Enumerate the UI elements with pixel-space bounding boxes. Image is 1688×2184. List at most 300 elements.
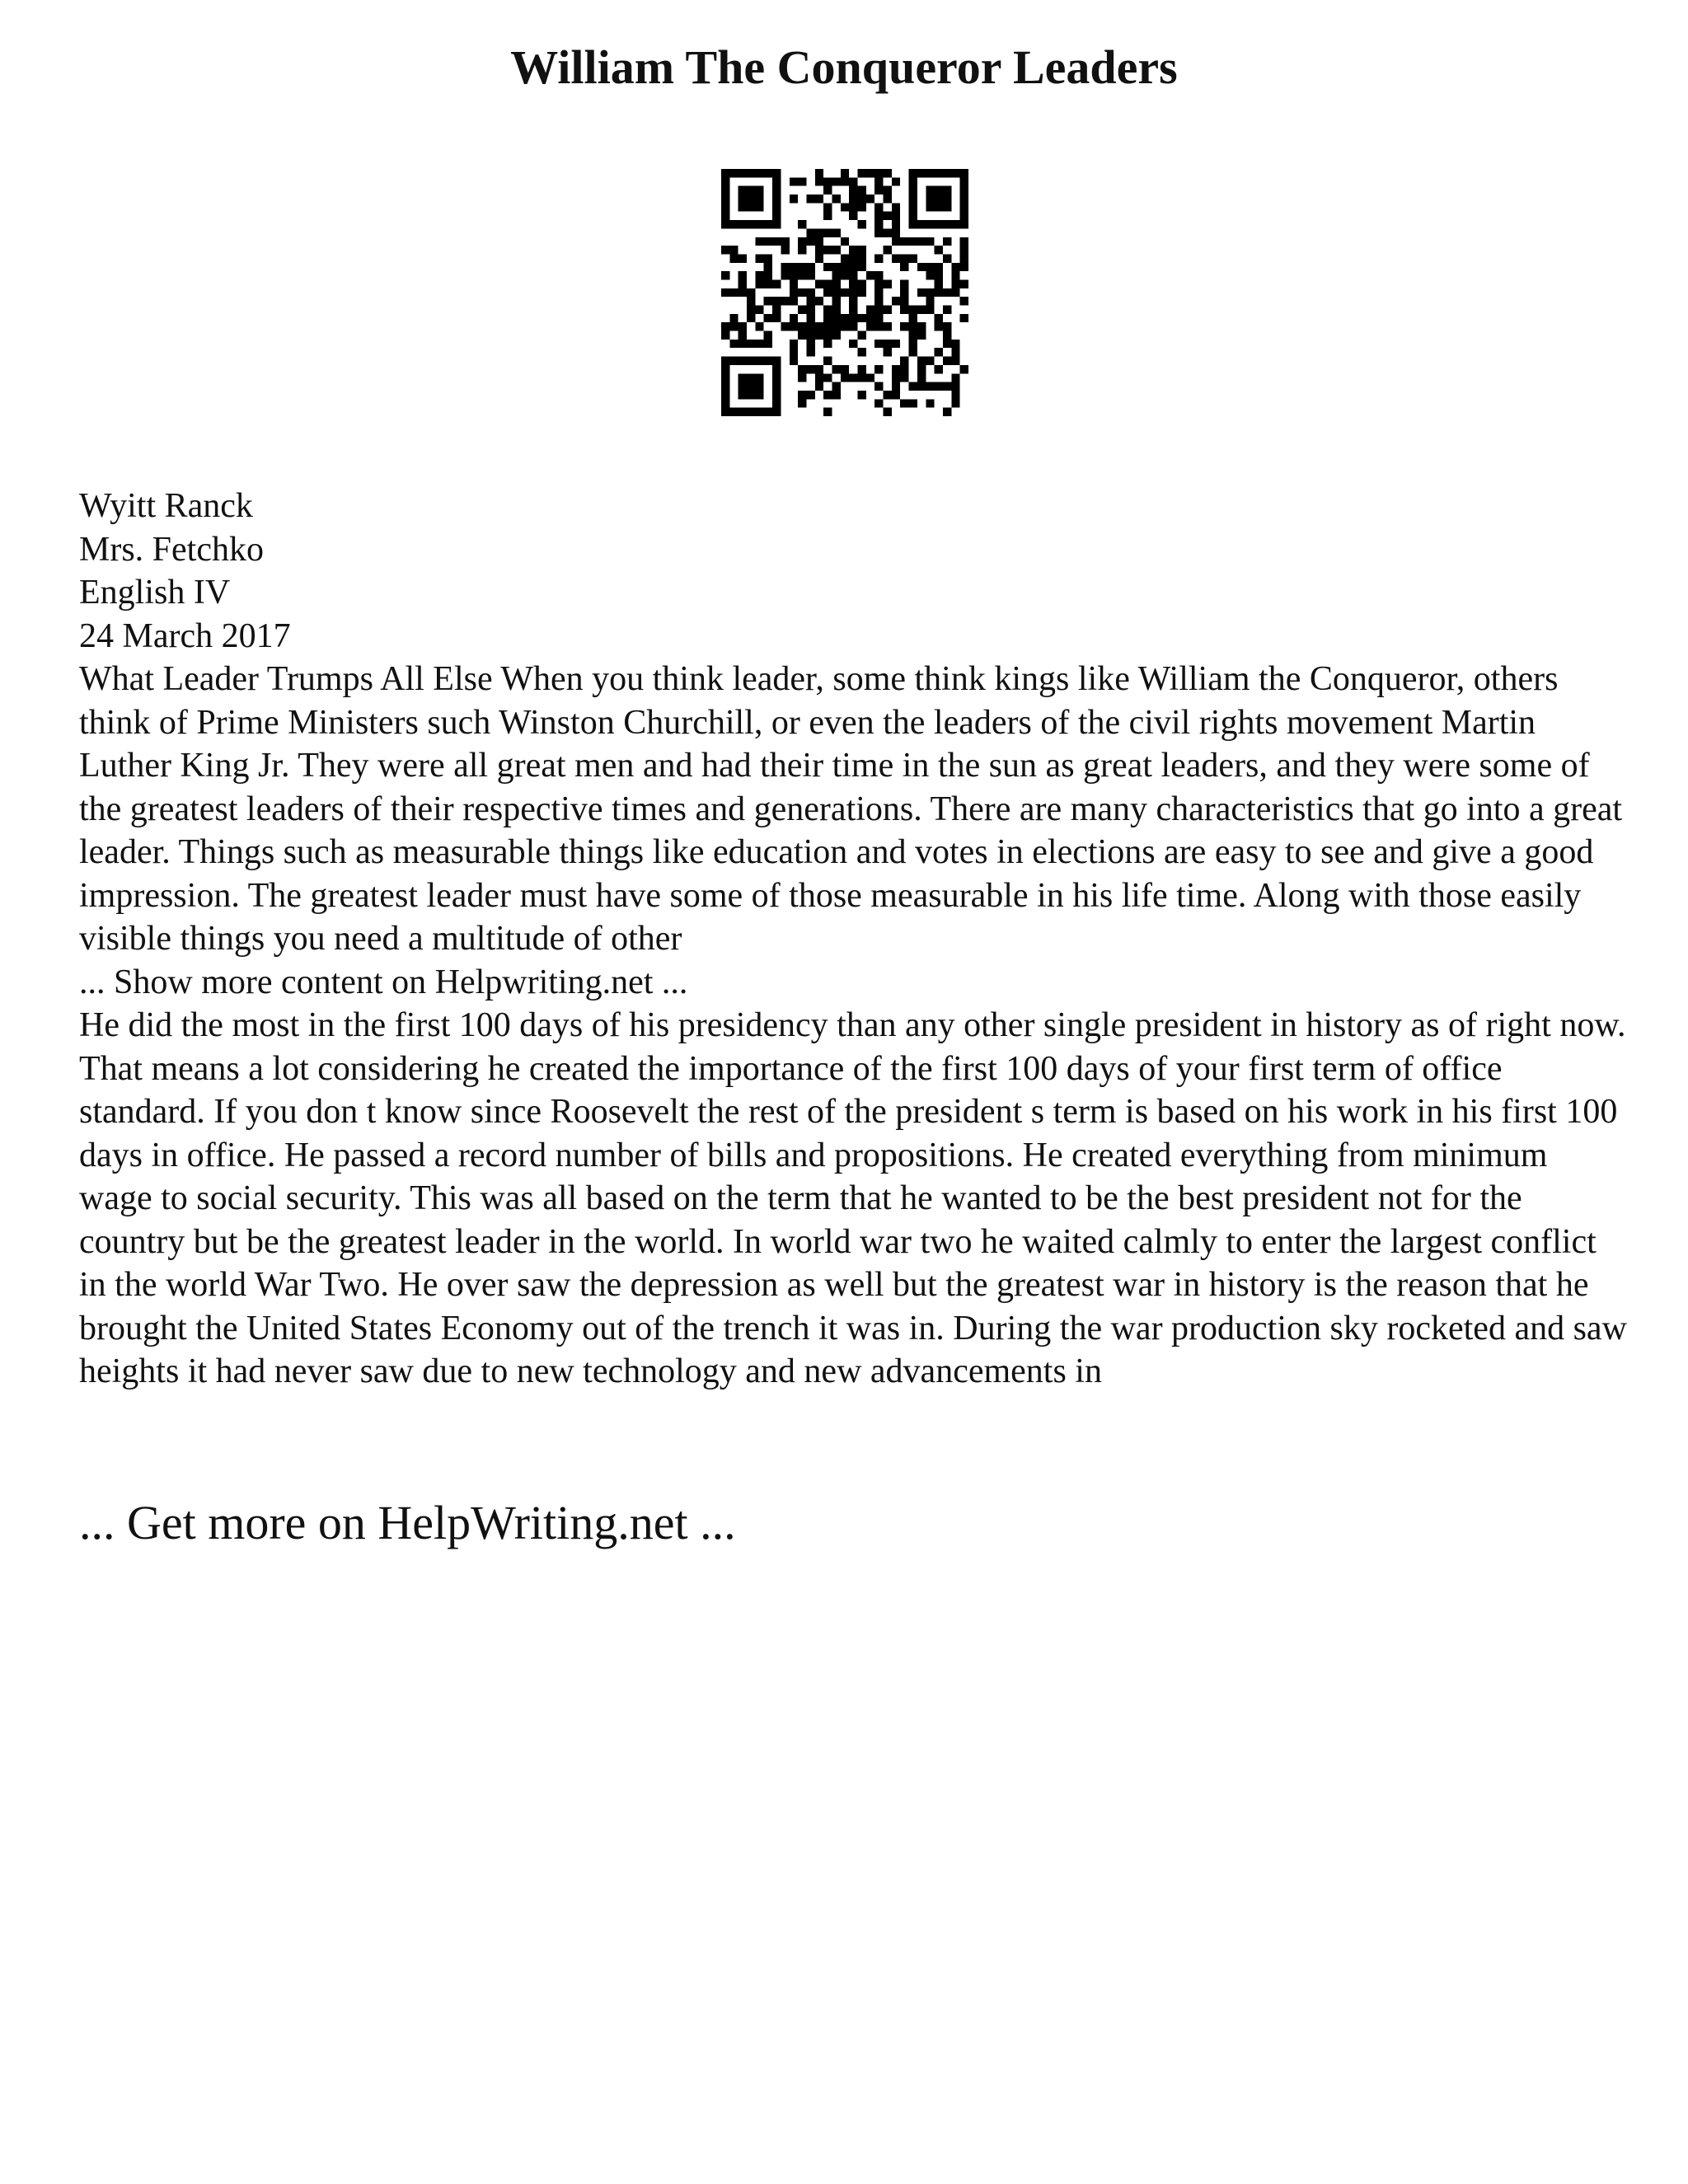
qr-module xyxy=(909,382,917,391)
qr-module xyxy=(935,279,943,288)
qr-finder xyxy=(926,186,951,212)
qr-module xyxy=(849,246,857,254)
qr-module xyxy=(849,271,857,279)
qr-module xyxy=(790,194,798,203)
qr-module xyxy=(951,357,959,365)
qr-module xyxy=(874,399,883,407)
qr-module xyxy=(909,331,917,340)
qr-module xyxy=(858,365,866,373)
qr-module xyxy=(798,288,806,297)
qr-module xyxy=(806,348,814,356)
qr-module xyxy=(798,306,806,314)
qr-module xyxy=(798,271,806,279)
qr-module xyxy=(815,365,823,373)
qr-module xyxy=(951,382,959,391)
qr-module xyxy=(884,306,892,314)
qr-module xyxy=(755,254,763,262)
qr-module xyxy=(841,365,849,373)
document-body xyxy=(79,485,1629,1394)
qr-module xyxy=(721,288,729,297)
qr-module xyxy=(892,203,900,211)
qr-module xyxy=(823,306,832,314)
qr-module xyxy=(874,314,883,322)
qr-module xyxy=(841,254,849,262)
qr-module xyxy=(806,194,814,203)
qr-module xyxy=(900,279,908,288)
qr-module xyxy=(832,297,840,305)
qr-module xyxy=(849,263,857,271)
qr-module xyxy=(729,254,738,262)
qr-module xyxy=(790,297,798,305)
qr-module xyxy=(874,365,883,373)
qr-finder xyxy=(721,177,729,220)
qr-module xyxy=(900,399,908,407)
qr-module xyxy=(798,391,806,399)
qr-module xyxy=(943,331,951,340)
qr-module xyxy=(858,186,866,194)
qr-module xyxy=(772,306,781,314)
qr-module xyxy=(790,177,798,185)
qr-module xyxy=(951,263,959,271)
qr-module xyxy=(917,263,926,271)
qr-finder xyxy=(772,177,781,220)
paragraph-1: What Leader Trumps All Else When you think leader, some think kings like William the Conqueror, others think of Prime Ministers such Winston Churchill, or even the leaders of the civil rights movement Martin Luther King Jr. They were all great men and had their time in the sun as great leaders, and they were some of the greatest leaders of their respective times and generations. There are many characteristics that go into a great leader. Things such as measurable things like education and votes in elections are easy to see and give a good impression. The greatest leader must have some of those measurable in his life time. Along with those easily visible things you need a multitude of other xyxy=(79,660,1623,958)
qr-module xyxy=(823,357,832,365)
qr-module xyxy=(815,177,823,185)
qr-module xyxy=(935,288,943,297)
qr-module xyxy=(823,177,832,185)
teacher-name: Mrs. Fetchko xyxy=(79,530,264,569)
qr-module xyxy=(832,228,840,237)
qr-module xyxy=(892,382,900,391)
qr-module xyxy=(721,271,729,279)
qr-module xyxy=(806,314,814,322)
qr-module xyxy=(874,297,883,305)
qr-module xyxy=(849,297,857,305)
qr-module xyxy=(823,263,832,271)
qr-module xyxy=(849,373,857,382)
qr-module xyxy=(900,237,908,246)
qr-module xyxy=(815,373,823,382)
qr-module xyxy=(943,237,951,246)
qr-module xyxy=(874,203,883,211)
qr-module xyxy=(790,322,798,330)
qr-module xyxy=(858,263,866,271)
qr-finder xyxy=(738,373,764,399)
qr-module xyxy=(747,288,755,297)
qr-code-graphic xyxy=(721,169,968,416)
qr-module xyxy=(841,203,849,211)
qr-module xyxy=(917,288,926,297)
qr-module xyxy=(841,263,849,271)
qr-module xyxy=(909,340,917,348)
qr-module xyxy=(806,297,814,305)
get-more-link[interactable]: ... Get more on HelpWriting.net ... xyxy=(79,1496,736,1549)
qr-module xyxy=(849,177,857,185)
qr-module xyxy=(935,246,943,254)
qr-module xyxy=(806,322,814,330)
qr-module xyxy=(747,314,755,322)
qr-module xyxy=(935,365,943,373)
qr-module xyxy=(738,340,747,348)
qr-module xyxy=(866,271,874,279)
qr-module xyxy=(951,271,959,279)
qr-module xyxy=(943,357,951,365)
qr-module xyxy=(790,348,798,356)
qr-module xyxy=(849,212,857,220)
qr-module xyxy=(960,263,968,271)
qr-module xyxy=(874,279,883,288)
qr-module xyxy=(823,246,832,254)
qr-module xyxy=(926,399,934,407)
qr-module xyxy=(781,246,789,254)
qr-finder xyxy=(721,357,781,365)
qr-module xyxy=(874,177,883,185)
paragraph-2: He did the most in the first 100 days of his presidency than any other single president in history as of right now. That means a lot considering he created the importance of the first 100 days of your first term of office standard. If you don t know since Roosevelt the rest of the president s term is based on his work in his first 100 days in office. He passed a record number of bills and propositions. He created everything from minimum wage to social security. This was all based on the term that he wanted to be the best president not for the country but be the greatest leader in the world. In world war two he waited calmly to enter the largest conflict in the world War Two. He over saw the depression as well but the greatest war in history is the reason that he brought the United States Economy out of the trench it was in. During the war production sky rocketed and saw heights it had never saw due to new technology and new advancements in xyxy=(79,1006,1627,1390)
qr-module xyxy=(815,194,823,203)
qr-module xyxy=(841,373,849,382)
qr-module xyxy=(764,279,772,288)
qr-module xyxy=(866,373,874,382)
qr-module xyxy=(917,365,926,373)
qr-module xyxy=(738,279,747,288)
qr-module xyxy=(960,365,968,373)
qr-module xyxy=(772,237,781,246)
qr-module xyxy=(764,271,772,279)
qr-module xyxy=(823,340,832,348)
qr-module xyxy=(900,306,908,314)
qr-module xyxy=(926,288,934,297)
qr-module xyxy=(729,288,738,297)
qr-module xyxy=(909,254,917,262)
qr-module xyxy=(841,271,849,279)
qr-module xyxy=(806,271,814,279)
qr-module xyxy=(823,322,832,330)
qr-module xyxy=(892,212,900,220)
qr-module xyxy=(790,271,798,279)
qr-module xyxy=(832,246,840,254)
qr-module xyxy=(806,228,814,237)
qr-module xyxy=(815,279,823,288)
qr-module xyxy=(858,391,866,399)
qr-module xyxy=(943,254,951,262)
qr-module xyxy=(849,194,857,203)
qr-module xyxy=(841,237,849,246)
qr-module xyxy=(781,237,789,246)
qr-module xyxy=(858,331,866,340)
qr-module xyxy=(781,271,789,279)
qr-module xyxy=(849,314,857,322)
qr-module xyxy=(815,322,823,330)
qr-module xyxy=(909,322,917,330)
qr-module xyxy=(823,314,832,322)
qr-module xyxy=(849,306,857,314)
qr-module xyxy=(781,263,789,271)
qr-module xyxy=(841,288,849,297)
qr-module xyxy=(926,263,934,271)
qr-module xyxy=(917,331,926,340)
qr-module xyxy=(790,279,798,288)
qr-module xyxy=(815,254,823,262)
qr-module xyxy=(823,203,832,211)
qr-module xyxy=(738,271,747,279)
qr-module xyxy=(823,279,832,288)
qr-module xyxy=(755,271,763,279)
qr-module xyxy=(772,314,781,322)
qr-module xyxy=(892,373,900,382)
qr-module xyxy=(815,382,823,391)
qr-module xyxy=(781,322,789,330)
qr-module xyxy=(772,297,781,305)
qr-module xyxy=(892,177,900,185)
qr-module xyxy=(815,169,823,177)
qr-module xyxy=(900,297,908,305)
qr-module xyxy=(874,306,883,314)
qr-module xyxy=(960,297,968,305)
show-more-link[interactable]: ... Show more content on Helpwriting.net ... xyxy=(79,963,688,1001)
qr-module xyxy=(790,288,798,297)
qr-module xyxy=(858,288,866,297)
qr-module xyxy=(806,237,814,246)
qr-module xyxy=(832,263,840,271)
qr-module xyxy=(960,279,968,288)
qr-module xyxy=(823,373,832,382)
qr-module xyxy=(943,322,951,330)
qr-module xyxy=(884,391,892,399)
qr-module xyxy=(849,322,857,330)
qr-module xyxy=(747,297,755,305)
qr-module xyxy=(866,322,874,330)
qr-module xyxy=(892,237,900,246)
qr-module xyxy=(858,246,866,254)
qr-module xyxy=(951,288,959,297)
qr-module xyxy=(755,340,763,348)
qr-module xyxy=(935,314,943,322)
qr-module xyxy=(884,408,892,416)
qr-module xyxy=(917,306,926,314)
qr-module xyxy=(884,246,892,254)
qr-module xyxy=(884,194,892,203)
qr-module xyxy=(832,331,840,340)
qr-module xyxy=(943,340,951,348)
qr-module xyxy=(909,314,917,322)
qr-module xyxy=(874,254,883,262)
qr-module xyxy=(806,306,814,314)
qr-module xyxy=(858,169,866,177)
qr-module xyxy=(900,357,908,365)
qr-module xyxy=(798,220,806,228)
qr-module xyxy=(823,288,832,297)
qr-module xyxy=(815,331,823,340)
qr-module xyxy=(858,203,866,211)
qr-module xyxy=(832,322,840,330)
qr-module xyxy=(798,331,806,340)
qr-module xyxy=(900,288,908,297)
qr-module xyxy=(790,357,798,365)
qr-module xyxy=(823,212,832,220)
qr-module xyxy=(841,177,849,185)
qr-module xyxy=(798,365,806,373)
qr-module xyxy=(823,331,832,340)
qr-finder xyxy=(721,169,781,177)
qr-module xyxy=(866,169,874,177)
document-title: William The Conqueror Leaders xyxy=(510,40,1178,94)
qr-module xyxy=(858,279,866,288)
qr-module xyxy=(960,254,968,262)
qr-module xyxy=(832,271,840,279)
qr-module xyxy=(951,399,959,407)
qr-module xyxy=(781,297,789,305)
qr-finder xyxy=(960,177,968,220)
qr-module xyxy=(943,382,951,391)
qr-module xyxy=(884,212,892,220)
qr-module xyxy=(892,297,900,305)
qr-module xyxy=(806,331,814,340)
qr-module xyxy=(764,254,772,262)
qr-module xyxy=(909,399,917,407)
qr-module xyxy=(926,271,934,279)
qr-module xyxy=(798,237,806,246)
course-name: English IV xyxy=(79,574,231,612)
qr-module xyxy=(935,271,943,279)
qr-finder xyxy=(909,220,968,228)
qr-module xyxy=(798,246,806,254)
qr-finder xyxy=(721,365,729,408)
qr-module xyxy=(874,186,883,194)
qr-module xyxy=(874,220,883,228)
qr-module xyxy=(884,340,892,348)
qr-module xyxy=(806,365,814,373)
qr-module xyxy=(764,237,772,246)
qr-module xyxy=(849,254,857,262)
qr-module xyxy=(926,237,934,246)
qr-module xyxy=(960,246,968,254)
qr-module xyxy=(755,279,763,288)
qr-module xyxy=(755,237,763,246)
qr-module xyxy=(951,373,959,382)
qr-module xyxy=(721,331,729,340)
qr-module xyxy=(866,194,874,203)
qr-module xyxy=(951,279,959,288)
qr-module xyxy=(874,212,883,220)
qr-module xyxy=(806,340,814,348)
qr-module xyxy=(832,177,840,185)
qr-module xyxy=(849,288,857,297)
qr-module xyxy=(900,263,908,271)
qr-module xyxy=(917,382,926,391)
qr-module xyxy=(798,263,806,271)
qr-module xyxy=(874,271,883,279)
qr-module xyxy=(900,365,908,373)
qr-module xyxy=(926,297,934,305)
qr-module xyxy=(884,186,892,194)
qr-module xyxy=(866,314,874,322)
qr-module xyxy=(935,348,943,356)
qr-module xyxy=(764,314,772,322)
qr-module xyxy=(815,246,823,254)
qr-module xyxy=(832,279,840,288)
qr-module xyxy=(892,254,900,262)
qr-module xyxy=(892,228,900,237)
qr-module xyxy=(806,391,814,399)
qr-module xyxy=(815,228,823,237)
qr-module xyxy=(832,382,840,391)
qr-module xyxy=(823,186,832,194)
qr-module xyxy=(738,288,747,297)
qr-module xyxy=(917,373,926,382)
qr-module xyxy=(832,306,840,314)
qr-module xyxy=(866,306,874,314)
qr-module xyxy=(790,340,798,348)
qr-module xyxy=(892,220,900,228)
qr-module xyxy=(951,340,959,348)
qr-module xyxy=(858,254,866,262)
qr-module xyxy=(900,322,908,330)
qr-module xyxy=(874,228,883,237)
qr-module xyxy=(874,340,883,348)
qr-module xyxy=(849,279,857,288)
document-date: 24 March 2017 xyxy=(79,616,291,655)
author-name: Wyitt Ranck xyxy=(79,487,253,525)
qr-module xyxy=(943,306,951,314)
qr-module xyxy=(858,194,866,203)
qr-module xyxy=(832,194,840,203)
qr-module xyxy=(858,373,866,382)
qr-module xyxy=(798,177,806,185)
qr-module xyxy=(738,331,747,340)
qr-module xyxy=(832,288,840,297)
qr-module xyxy=(798,399,806,407)
qr-module xyxy=(729,322,738,330)
qr-module xyxy=(806,263,814,271)
qr-module xyxy=(884,169,892,177)
qr-module xyxy=(900,373,908,382)
qr-module xyxy=(832,391,840,399)
qr-finder xyxy=(721,408,781,416)
qr-code-icon[interactable] xyxy=(721,169,968,416)
qr-module xyxy=(823,408,832,416)
qr-module xyxy=(909,348,917,356)
qr-module xyxy=(798,322,806,330)
qr-module xyxy=(943,408,951,416)
qr-finder xyxy=(772,365,781,408)
qr-module xyxy=(815,297,823,305)
qr-module xyxy=(729,246,738,254)
qr-module xyxy=(935,382,943,391)
qr-module xyxy=(764,331,772,340)
qr-finder xyxy=(738,186,764,212)
qr-module xyxy=(884,228,892,237)
qr-module xyxy=(884,279,892,288)
qr-module xyxy=(884,322,892,330)
qr-module xyxy=(917,357,926,365)
qr-finder xyxy=(909,169,968,177)
qr-module xyxy=(755,322,763,330)
qr-module xyxy=(738,254,747,262)
qr-module xyxy=(721,322,729,330)
qr-module xyxy=(951,348,959,356)
qr-module xyxy=(747,306,755,314)
qr-module xyxy=(943,288,951,297)
qr-module xyxy=(823,391,832,399)
qr-module xyxy=(926,306,934,314)
qr-module xyxy=(832,365,840,373)
qr-module xyxy=(747,340,755,348)
qr-module xyxy=(798,373,806,382)
qr-module xyxy=(892,365,900,373)
qr-module xyxy=(892,340,900,348)
qr-module xyxy=(841,169,849,177)
